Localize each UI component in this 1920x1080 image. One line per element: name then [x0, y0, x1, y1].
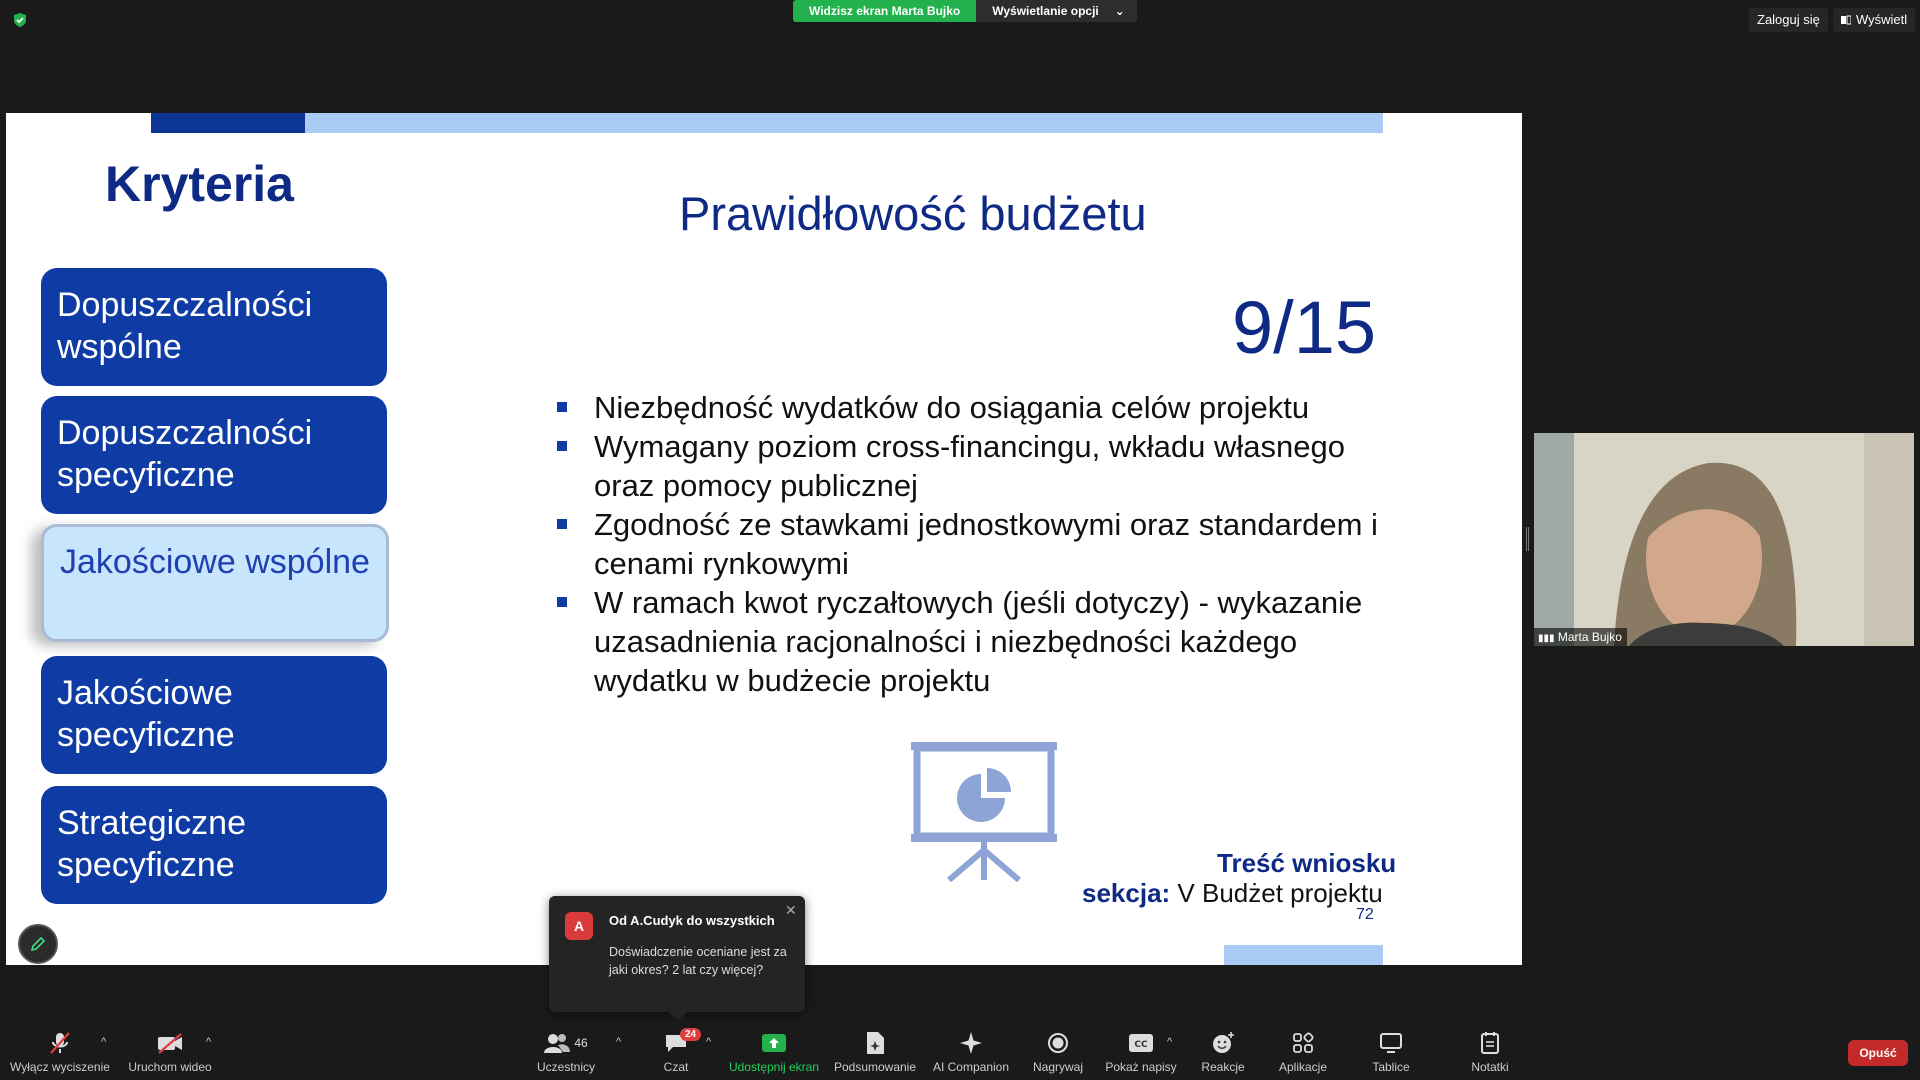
chevron-down-icon: ⌄	[1114, 4, 1125, 18]
notes-label: Notatki	[1471, 1060, 1509, 1074]
closed-captions-icon	[1128, 1033, 1154, 1053]
criteria-counter: 9/15	[1232, 286, 1377, 369]
shared-slide	[6, 113, 1522, 965]
document-sparkle-icon	[864, 1031, 886, 1055]
share-status-label: Widzisz ekran Marta Bujko	[793, 0, 976, 22]
chat-unread-badge: 24	[680, 1028, 701, 1041]
slide-title: Prawidłowość budżetu	[679, 187, 1147, 240]
record-button[interactable]	[1024, 1030, 1092, 1074]
leave-meeting-button[interactable]: Opuść	[1848, 1040, 1908, 1066]
start-video-button[interactable]	[122, 1030, 218, 1074]
participant-video[interactable]	[1534, 433, 1914, 646]
chat-options-caret[interactable]: ^	[706, 1036, 712, 1048]
criteria-box-2: Dopuszczalności specyficzne	[41, 396, 387, 514]
footer-bar	[1224, 945, 1383, 965]
presentation-board-icon	[909, 740, 1059, 882]
apps-button[interactable]	[1268, 1030, 1338, 1074]
sparkle-icon	[958, 1030, 984, 1056]
bullet-item: Zgodność ze stawkami jednostkowymi oraz standardem i cenami rynkowymi	[551, 505, 1411, 583]
whiteboard-icon	[1379, 1032, 1403, 1054]
whiteboards-label: Tablice	[1372, 1060, 1410, 1074]
svg-text:CC: CC	[1134, 1040, 1148, 1050]
summary-label: Podsumowanie	[833, 1060, 917, 1074]
criteria-box-4: Jakościowe specyficzne	[41, 656, 387, 774]
participant-name: Marta Bujko	[1557, 630, 1622, 644]
view-layout-icon	[1841, 15, 1851, 25]
ai-companion-label: AI Companion	[932, 1060, 1010, 1074]
smiley-icon	[1211, 1031, 1235, 1055]
pencil-icon	[29, 935, 47, 953]
chat-notification[interactable]	[549, 896, 805, 1012]
security-shield-icon[interactable]	[12, 12, 28, 28]
participants-count: 46	[574, 1036, 588, 1050]
participant-name-tag	[1534, 628, 1627, 646]
notes-icon	[1480, 1031, 1500, 1055]
share-screen-label: Udostępnij ekran	[728, 1060, 820, 1074]
bullet-item: Niezbędność wydatków do osiągania celów projektu	[551, 388, 1411, 427]
camera-off-icon	[156, 1030, 184, 1056]
record-icon	[1047, 1032, 1069, 1054]
unmute-label: Wyłącz wyciszenie	[10, 1060, 110, 1074]
annotate-pen-button[interactable]	[18, 924, 58, 964]
apps-label: Aplikacje	[1278, 1060, 1328, 1074]
audio-options-caret[interactable]: ^	[101, 1036, 107, 1048]
chat-popup-pointer	[668, 1012, 688, 1020]
reactions-label: Reakcje	[1201, 1060, 1245, 1074]
bullet-item: Wymagany poziom cross-financingu, wkładu własnego oraz pomocy publicznej	[551, 427, 1411, 505]
close-icon[interactable]: ✕	[785, 902, 797, 918]
sender-avatar: A	[565, 912, 593, 940]
record-label: Nagrywaj	[1032, 1060, 1083, 1074]
screen-share-banner	[793, 0, 1137, 22]
criteria-heading: Kryteria	[105, 156, 294, 212]
signal-bars-icon: ▮▮▮	[1538, 633, 1555, 644]
whiteboards-button[interactable]	[1360, 1030, 1422, 1074]
view-button-label: Wyświetl	[1856, 12, 1908, 27]
unmute-button[interactable]	[8, 1030, 112, 1074]
share-screen-icon	[761, 1033, 787, 1053]
reactions-button[interactable]	[1192, 1030, 1254, 1074]
video-options-caret[interactable]: ^	[206, 1036, 212, 1048]
sign-in-button[interactable]: Zaloguj się	[1749, 8, 1828, 32]
criteria-box-3-active: Jakościowe wspólne	[41, 524, 389, 642]
chat-label: Czat	[663, 1060, 689, 1074]
start-video-label: Uruchom wideo	[128, 1060, 212, 1074]
apps-grid-icon	[1292, 1032, 1314, 1054]
share-screen-button[interactable]	[726, 1030, 822, 1074]
bullet-item: W ramach kwot ryczałtowych (jeśli dotyczy) - wykazanie uzasadnienia racjonalności i niezbędności każdego wydatku w budżecie projektu	[551, 583, 1411, 700]
participants-icon	[544, 1032, 570, 1054]
participants-options-caret[interactable]: ^	[616, 1036, 622, 1048]
content-label: Treść wniosku	[1217, 848, 1397, 878]
participants-button[interactable]	[530, 1030, 602, 1074]
header-bar-light	[305, 113, 1383, 133]
view-options-label: Wyświetlanie opcji	[992, 4, 1099, 18]
criteria-box-5: Strategiczne specyficzne	[41, 786, 387, 904]
panel-resize-handle[interactable]	[1526, 527, 1529, 551]
notes-button[interactable]	[1460, 1030, 1520, 1074]
section-label: sekcja:	[1082, 878, 1171, 908]
bullet-list	[551, 388, 1411, 700]
video-frame-image	[1534, 433, 1914, 646]
section-value: V Budżet projektu	[1177, 878, 1383, 908]
microphone-muted-icon	[47, 1030, 73, 1056]
view-options-dropdown[interactable]	[976, 0, 1137, 22]
criteria-box-1: Dopuszczalności wspólne	[41, 268, 387, 386]
ai-companion-button[interactable]	[928, 1030, 1014, 1074]
participants-label: Uczestnicy	[536, 1060, 595, 1074]
captions-label: Pokaż napisy	[1105, 1060, 1177, 1074]
header-bar-dark	[151, 113, 305, 133]
slide-number: 72	[1356, 906, 1374, 923]
section-line	[1082, 878, 1383, 909]
chat-message: Doświadczenie oceniane jest za jaki okres? 2 lat czy więcej?	[609, 945, 787, 977]
captions-options-caret[interactable]: ^	[1167, 1036, 1173, 1048]
summary-button[interactable]	[832, 1030, 918, 1074]
chat-sender: Od A.Cudyk do wszystkich	[609, 913, 775, 928]
view-button[interactable]	[1833, 8, 1915, 32]
